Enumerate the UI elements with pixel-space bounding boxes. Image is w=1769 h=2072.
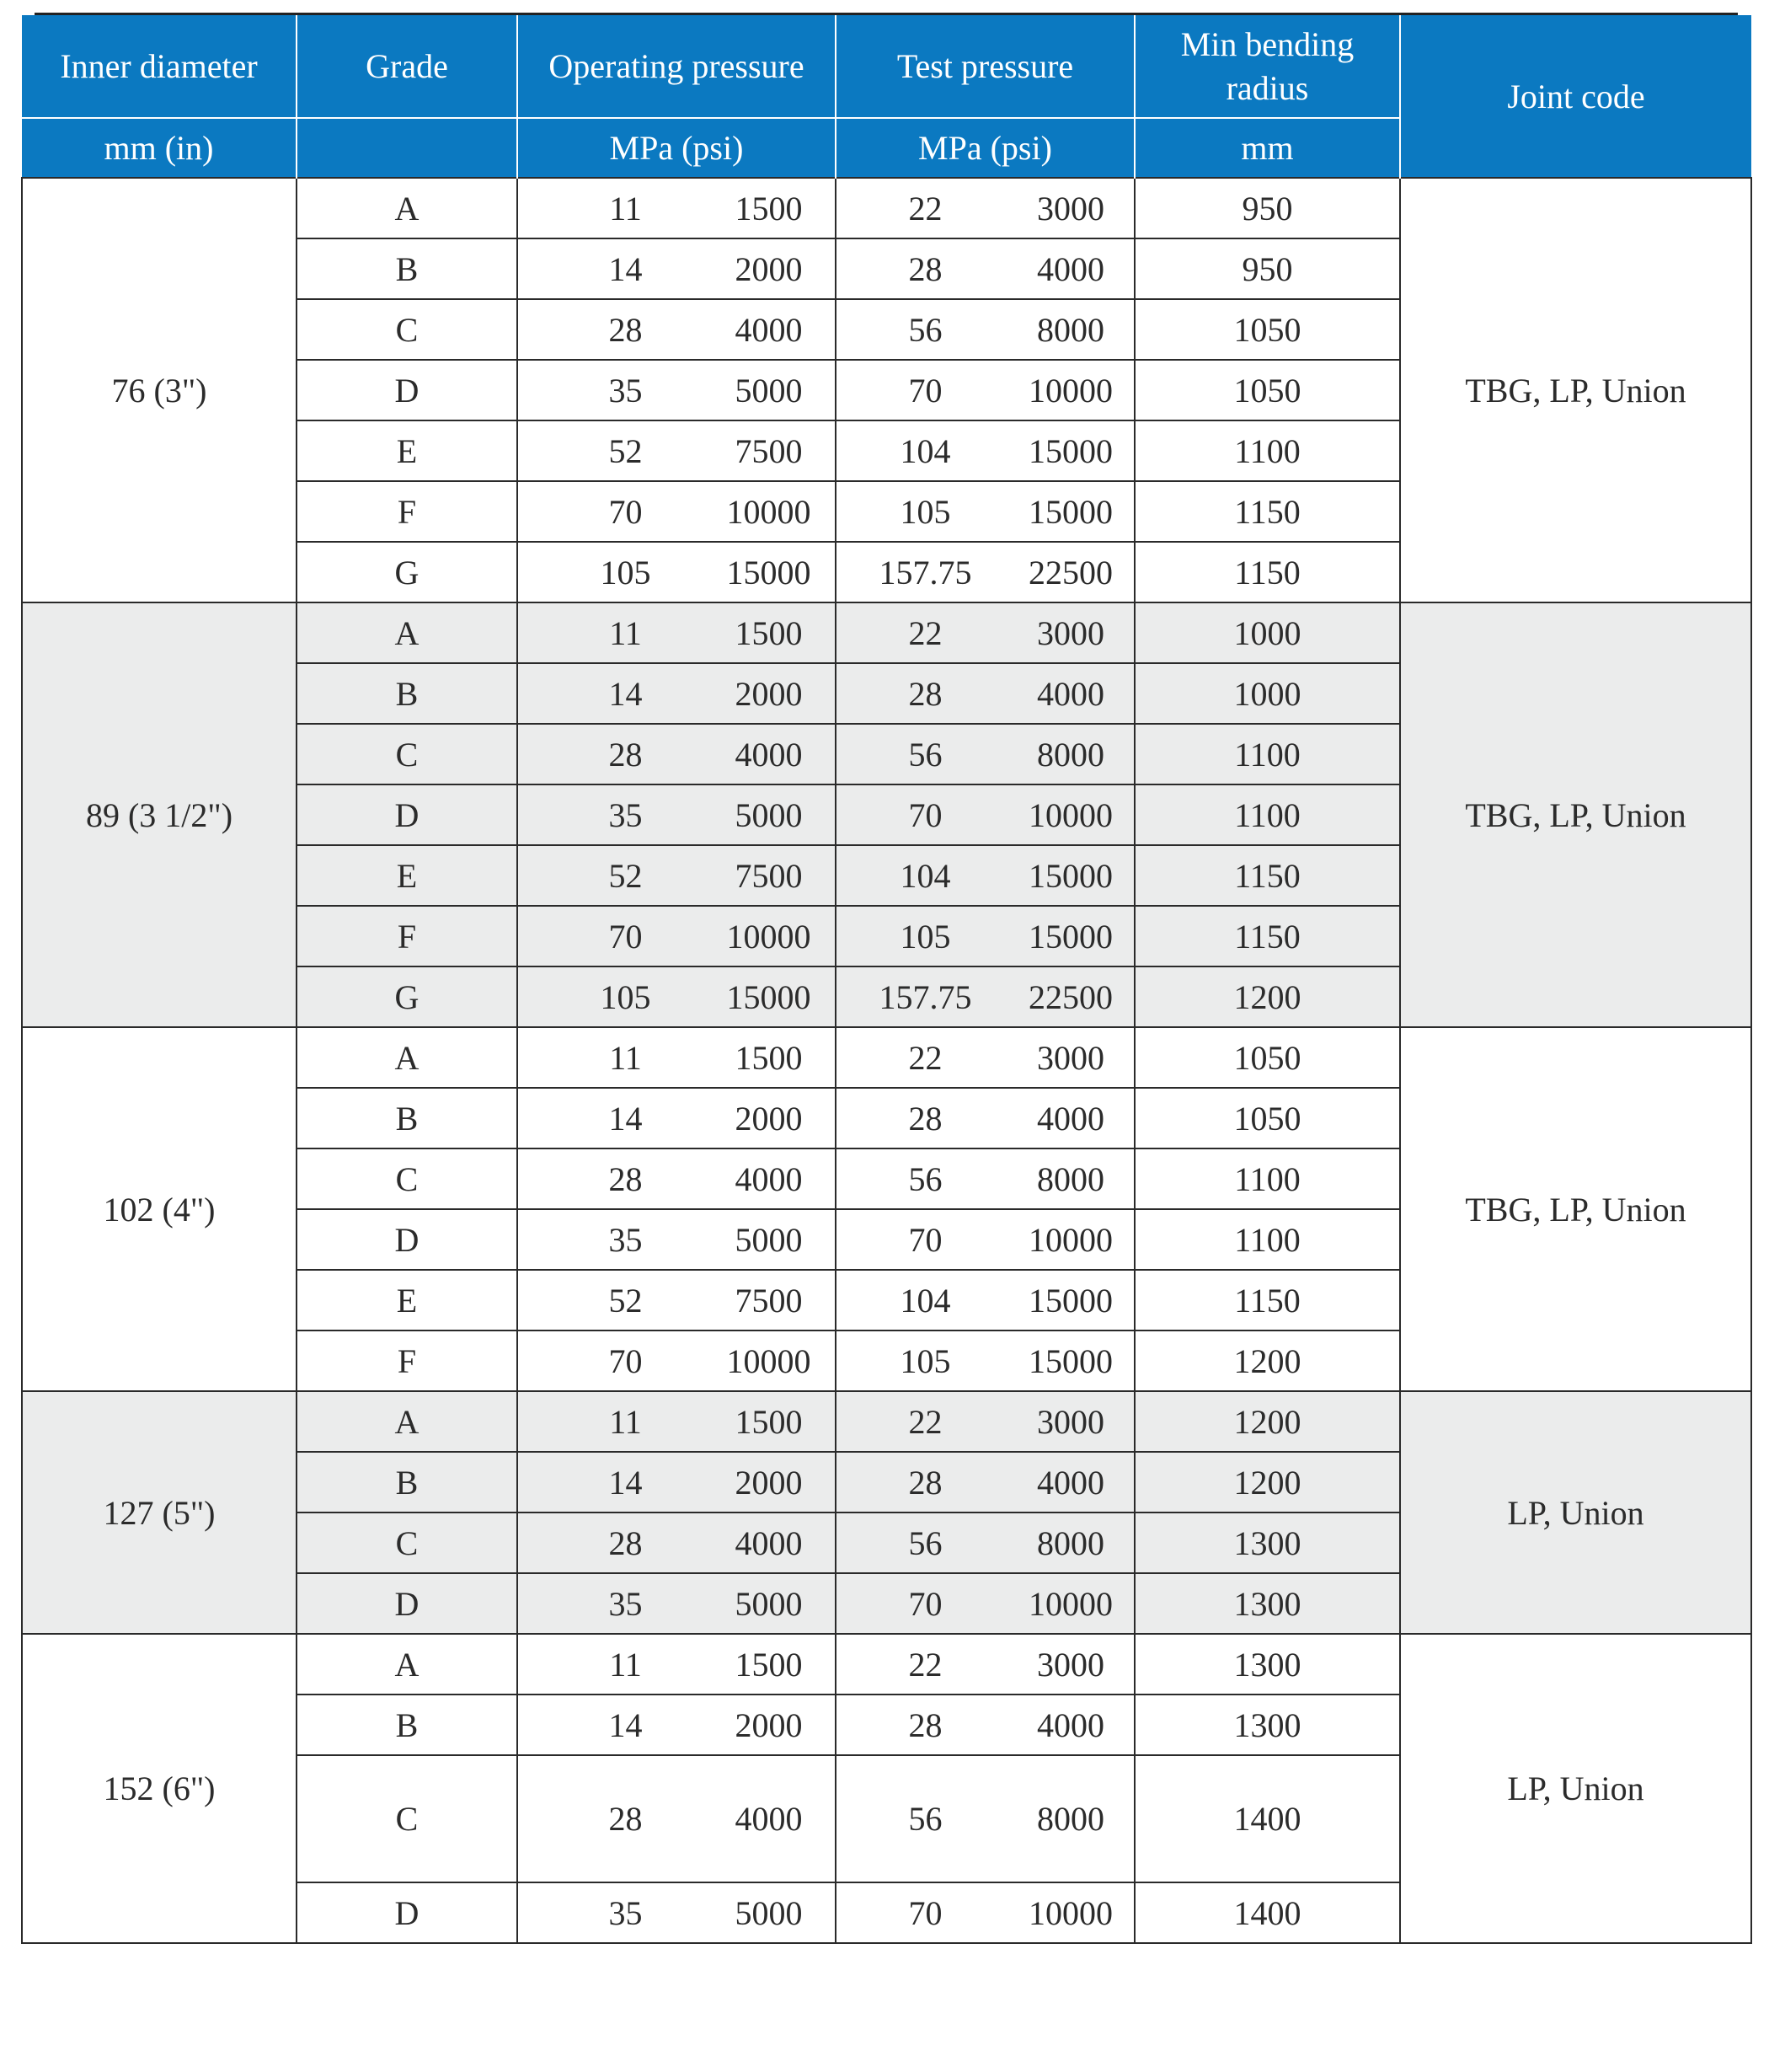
test-pressure-mpa-cell: 22	[836, 602, 989, 663]
test-pressure-mpa-cell: 22	[836, 178, 989, 238]
min-bending-radius-cell: 1300	[1135, 1513, 1400, 1573]
table-row	[22, 1634, 1751, 1695]
grade-cell: D	[297, 1882, 517, 1943]
operating-pressure-psi-cell: 5000	[677, 1882, 836, 1943]
grade-cell: B	[297, 1695, 517, 1755]
test-pressure-psi-cell: 4000	[989, 1695, 1135, 1755]
operating-pressure-psi-cell: 1500	[677, 1634, 836, 1695]
unit-operating-pressure: MPa (psi)	[517, 118, 836, 178]
min-bending-radius-cell: 1100	[1135, 724, 1400, 784]
grade-cell: B	[297, 1452, 517, 1513]
operating-pressure-psi-cell: 1500	[677, 602, 836, 663]
operating-pressure-mpa-cell: 11	[517, 1027, 677, 1088]
inner-diameter-cell: 89 (3 1/2")	[22, 602, 297, 1027]
operating-pressure-mpa-cell: 11	[517, 1634, 677, 1695]
operating-pressure-psi-cell: 2000	[677, 238, 836, 299]
header-min-bending-radius-label: Min bending radius	[1180, 24, 1355, 107]
operating-pressure-psi-cell: 2000	[677, 1088, 836, 1148]
operating-pressure-psi-cell: 15000	[677, 542, 836, 602]
min-bending-radius-cell: 1050	[1135, 1088, 1400, 1148]
min-bending-radius-cell: 1100	[1135, 1209, 1400, 1270]
grade-cell: B	[297, 238, 517, 299]
min-bending-radius-cell: 1300	[1135, 1695, 1400, 1755]
inner-diameter-cell: 76 (3")	[22, 178, 297, 602]
test-pressure-mpa-cell: 104	[836, 1270, 989, 1330]
table-row	[22, 1027, 1751, 1088]
operating-pressure-psi-cell: 10000	[677, 906, 836, 966]
table-body	[22, 15, 1751, 1943]
operating-pressure-mpa-cell: 28	[517, 724, 677, 784]
test-pressure-mpa-cell: 22	[836, 1391, 989, 1452]
operating-pressure-psi-cell: 5000	[677, 1209, 836, 1270]
test-pressure-psi-cell: 4000	[989, 238, 1135, 299]
test-pressure-psi-cell: 22500	[989, 542, 1135, 602]
operating-pressure-psi-cell: 4000	[677, 1513, 836, 1573]
test-pressure-mpa-cell: 105	[836, 906, 989, 966]
test-pressure-psi-cell: 4000	[989, 663, 1135, 724]
test-pressure-mpa-cell: 70	[836, 360, 989, 420]
operating-pressure-psi-cell: 10000	[677, 481, 836, 542]
operating-pressure-mpa-cell: 35	[517, 784, 677, 845]
min-bending-radius-cell: 1100	[1135, 1148, 1400, 1209]
operating-pressure-psi-cell: 7500	[677, 1270, 836, 1330]
inner-diameter-cell: 102 (4")	[22, 1027, 297, 1391]
min-bending-radius-cell: 1400	[1135, 1755, 1400, 1882]
grade-cell: C	[297, 1513, 517, 1573]
joint-code-cell: TBG, LP, Union	[1400, 178, 1751, 602]
operating-pressure-psi-cell: 4000	[677, 299, 836, 360]
test-pressure-psi-cell: 15000	[989, 1330, 1135, 1391]
min-bending-radius-cell: 1050	[1135, 360, 1400, 420]
grade-cell: G	[297, 966, 517, 1027]
test-pressure-psi-cell: 3000	[989, 1027, 1135, 1088]
table-row	[22, 1391, 1751, 1452]
operating-pressure-psi-cell: 2000	[677, 663, 836, 724]
test-pressure-mpa-cell: 28	[836, 663, 989, 724]
table-row	[22, 602, 1751, 663]
grade-cell: D	[297, 784, 517, 845]
test-pressure-mpa-cell: 157.75	[836, 966, 989, 1027]
grade-cell: B	[297, 1088, 517, 1148]
operating-pressure-mpa-cell: 52	[517, 1270, 677, 1330]
joint-code-cell: LP, Union	[1400, 1634, 1751, 1943]
header-inner-diameter: Inner diameter	[22, 15, 297, 118]
test-pressure-psi-cell: 8000	[989, 724, 1135, 784]
operating-pressure-mpa-cell: 70	[517, 1330, 677, 1391]
test-pressure-mpa-cell: 22	[836, 1634, 989, 1695]
operating-pressure-mpa-cell: 28	[517, 1755, 677, 1882]
joint-code-cell: LP, Union	[1400, 1391, 1751, 1634]
test-pressure-psi-cell: 10000	[989, 784, 1135, 845]
hose-spec-table	[21, 15, 1752, 1944]
min-bending-radius-cell: 950	[1135, 178, 1400, 238]
test-pressure-psi-cell: 15000	[989, 420, 1135, 481]
min-bending-radius-cell: 1200	[1135, 1330, 1400, 1391]
test-pressure-psi-cell: 8000	[989, 1755, 1135, 1882]
unit-grade	[297, 118, 517, 178]
test-pressure-psi-cell: 8000	[989, 1148, 1135, 1209]
test-pressure-mpa-cell: 56	[836, 724, 989, 784]
test-pressure-psi-cell: 3000	[989, 178, 1135, 238]
min-bending-radius-cell: 1050	[1135, 299, 1400, 360]
test-pressure-psi-cell: 10000	[989, 360, 1135, 420]
min-bending-radius-cell: 950	[1135, 238, 1400, 299]
table-row	[22, 178, 1751, 238]
operating-pressure-mpa-cell: 105	[517, 542, 677, 602]
test-pressure-mpa-cell: 70	[836, 1573, 989, 1634]
header-test-pressure: Test pressure	[836, 15, 1135, 118]
min-bending-radius-cell: 1100	[1135, 784, 1400, 845]
operating-pressure-mpa-cell: 28	[517, 299, 677, 360]
grade-cell: C	[297, 1755, 517, 1882]
inner-diameter-cell: 127 (5")	[22, 1391, 297, 1634]
grade-cell: G	[297, 542, 517, 602]
grade-cell: E	[297, 1270, 517, 1330]
operating-pressure-mpa-cell: 14	[517, 1695, 677, 1755]
operating-pressure-mpa-cell: 14	[517, 238, 677, 299]
test-pressure-mpa-cell: 104	[836, 845, 989, 906]
test-pressure-psi-cell: 8000	[989, 299, 1135, 360]
test-pressure-psi-cell: 10000	[989, 1573, 1135, 1634]
grade-cell: C	[297, 724, 517, 784]
min-bending-radius-cell: 1300	[1135, 1634, 1400, 1695]
grade-cell: E	[297, 845, 517, 906]
min-bending-radius-cell: 1150	[1135, 1270, 1400, 1330]
test-pressure-mpa-cell: 22	[836, 1027, 989, 1088]
header-min-bending-radius	[1135, 15, 1400, 118]
test-pressure-psi-cell: 22500	[989, 966, 1135, 1027]
min-bending-radius-cell: 1000	[1135, 663, 1400, 724]
grade-cell: D	[297, 360, 517, 420]
test-pressure-mpa-cell: 104	[836, 420, 989, 481]
operating-pressure-mpa-cell: 28	[517, 1148, 677, 1209]
operating-pressure-psi-cell: 5000	[677, 784, 836, 845]
operating-pressure-mpa-cell: 105	[517, 966, 677, 1027]
test-pressure-psi-cell: 4000	[989, 1452, 1135, 1513]
operating-pressure-mpa-cell: 70	[517, 481, 677, 542]
test-pressure-mpa-cell: 28	[836, 1452, 989, 1513]
operating-pressure-mpa-cell: 52	[517, 420, 677, 481]
operating-pressure-psi-cell: 7500	[677, 845, 836, 906]
test-pressure-mpa-cell: 70	[836, 784, 989, 845]
operating-pressure-mpa-cell: 35	[517, 1882, 677, 1943]
min-bending-radius-cell: 1300	[1135, 1573, 1400, 1634]
test-pressure-mpa-cell: 28	[836, 1695, 989, 1755]
grade-cell: C	[297, 1148, 517, 1209]
min-bending-radius-cell: 1200	[1135, 1391, 1400, 1452]
test-pressure-psi-cell: 3000	[989, 602, 1135, 663]
min-bending-radius-cell: 1200	[1135, 966, 1400, 1027]
operating-pressure-psi-cell: 1500	[677, 178, 836, 238]
test-pressure-mpa-cell: 105	[836, 1330, 989, 1391]
min-bending-radius-cell: 1200	[1135, 1452, 1400, 1513]
operating-pressure-mpa-cell: 28	[517, 1513, 677, 1573]
test-pressure-psi-cell: 4000	[989, 1088, 1135, 1148]
min-bending-radius-cell: 1150	[1135, 542, 1400, 602]
operating-pressure-mpa-cell: 52	[517, 845, 677, 906]
operating-pressure-mpa-cell: 11	[517, 602, 677, 663]
operating-pressure-mpa-cell: 70	[517, 906, 677, 966]
unit-diameter: mm (in)	[22, 118, 297, 178]
min-bending-radius-cell: 1050	[1135, 1027, 1400, 1088]
grade-cell: A	[297, 1391, 517, 1452]
test-pressure-mpa-cell: 70	[836, 1209, 989, 1270]
test-pressure-psi-cell: 15000	[989, 906, 1135, 966]
grade-cell: D	[297, 1573, 517, 1634]
test-pressure-mpa-cell: 157.75	[836, 542, 989, 602]
operating-pressure-psi-cell: 4000	[677, 1755, 836, 1882]
operating-pressure-psi-cell: 2000	[677, 1695, 836, 1755]
grade-cell: A	[297, 602, 517, 663]
grade-cell: C	[297, 299, 517, 360]
test-pressure-mpa-cell: 56	[836, 1513, 989, 1573]
operating-pressure-mpa-cell: 14	[517, 663, 677, 724]
operating-pressure-mpa-cell: 35	[517, 1209, 677, 1270]
operating-pressure-psi-cell: 1500	[677, 1391, 836, 1452]
operating-pressure-mpa-cell: 11	[517, 178, 677, 238]
grade-cell: D	[297, 1209, 517, 1270]
operating-pressure-psi-cell: 1500	[677, 1027, 836, 1088]
operating-pressure-psi-cell: 10000	[677, 1330, 836, 1391]
operating-pressure-mpa-cell: 35	[517, 1573, 677, 1634]
test-pressure-psi-cell: 3000	[989, 1391, 1135, 1452]
header-grade: Grade	[297, 15, 517, 118]
operating-pressure-mpa-cell: 14	[517, 1452, 677, 1513]
header-operating-pressure: Operating pressure	[517, 15, 836, 118]
min-bending-radius-cell: 1150	[1135, 845, 1400, 906]
min-bending-radius-cell: 1000	[1135, 602, 1400, 663]
grade-cell: F	[297, 906, 517, 966]
joint-code-cell: TBG, LP, Union	[1400, 602, 1751, 1027]
grade-cell: B	[297, 663, 517, 724]
grade-cell: A	[297, 1027, 517, 1088]
test-pressure-mpa-cell: 70	[836, 1882, 989, 1943]
unit-min-bending-radius: mm	[1135, 118, 1400, 178]
grade-cell: A	[297, 1634, 517, 1695]
operating-pressure-mpa-cell: 35	[517, 360, 677, 420]
operating-pressure-mpa-cell: 11	[517, 1391, 677, 1452]
operating-pressure-psi-cell: 7500	[677, 420, 836, 481]
min-bending-radius-cell: 1100	[1135, 420, 1400, 481]
joint-code-cell: TBG, LP, Union	[1400, 1027, 1751, 1391]
test-pressure-psi-cell: 15000	[989, 481, 1135, 542]
inner-diameter-cell: 152 (6")	[22, 1634, 297, 1943]
operating-pressure-psi-cell: 4000	[677, 724, 836, 784]
test-pressure-psi-cell: 8000	[989, 1513, 1135, 1573]
min-bending-radius-cell: 1150	[1135, 481, 1400, 542]
header-row-titles	[22, 15, 1751, 118]
operating-pressure-psi-cell: 5000	[677, 360, 836, 420]
test-pressure-mpa-cell: 28	[836, 1088, 989, 1148]
grade-cell: A	[297, 178, 517, 238]
header-joint-code: Joint code	[1400, 15, 1751, 178]
test-pressure-mpa-cell: 56	[836, 1755, 989, 1882]
test-pressure-psi-cell: 15000	[989, 1270, 1135, 1330]
min-bending-radius-cell: 1150	[1135, 906, 1400, 966]
grade-cell: F	[297, 1330, 517, 1391]
operating-pressure-psi-cell: 4000	[677, 1148, 836, 1209]
operating-pressure-psi-cell: 15000	[677, 966, 836, 1027]
unit-test-pressure: MPa (psi)	[836, 118, 1135, 178]
test-pressure-psi-cell: 10000	[989, 1882, 1135, 1943]
grade-cell: E	[297, 420, 517, 481]
test-pressure-psi-cell: 10000	[989, 1209, 1135, 1270]
test-pressure-psi-cell: 3000	[989, 1634, 1135, 1695]
test-pressure-mpa-cell: 105	[836, 481, 989, 542]
test-pressure-psi-cell: 15000	[989, 845, 1135, 906]
test-pressure-mpa-cell: 56	[836, 1148, 989, 1209]
grade-cell: F	[297, 481, 517, 542]
operating-pressure-mpa-cell: 14	[517, 1088, 677, 1148]
min-bending-radius-cell: 1400	[1135, 1882, 1400, 1943]
test-pressure-mpa-cell: 28	[836, 238, 989, 299]
operating-pressure-psi-cell: 5000	[677, 1573, 836, 1634]
test-pressure-mpa-cell: 56	[836, 299, 989, 360]
operating-pressure-psi-cell: 2000	[677, 1452, 836, 1513]
